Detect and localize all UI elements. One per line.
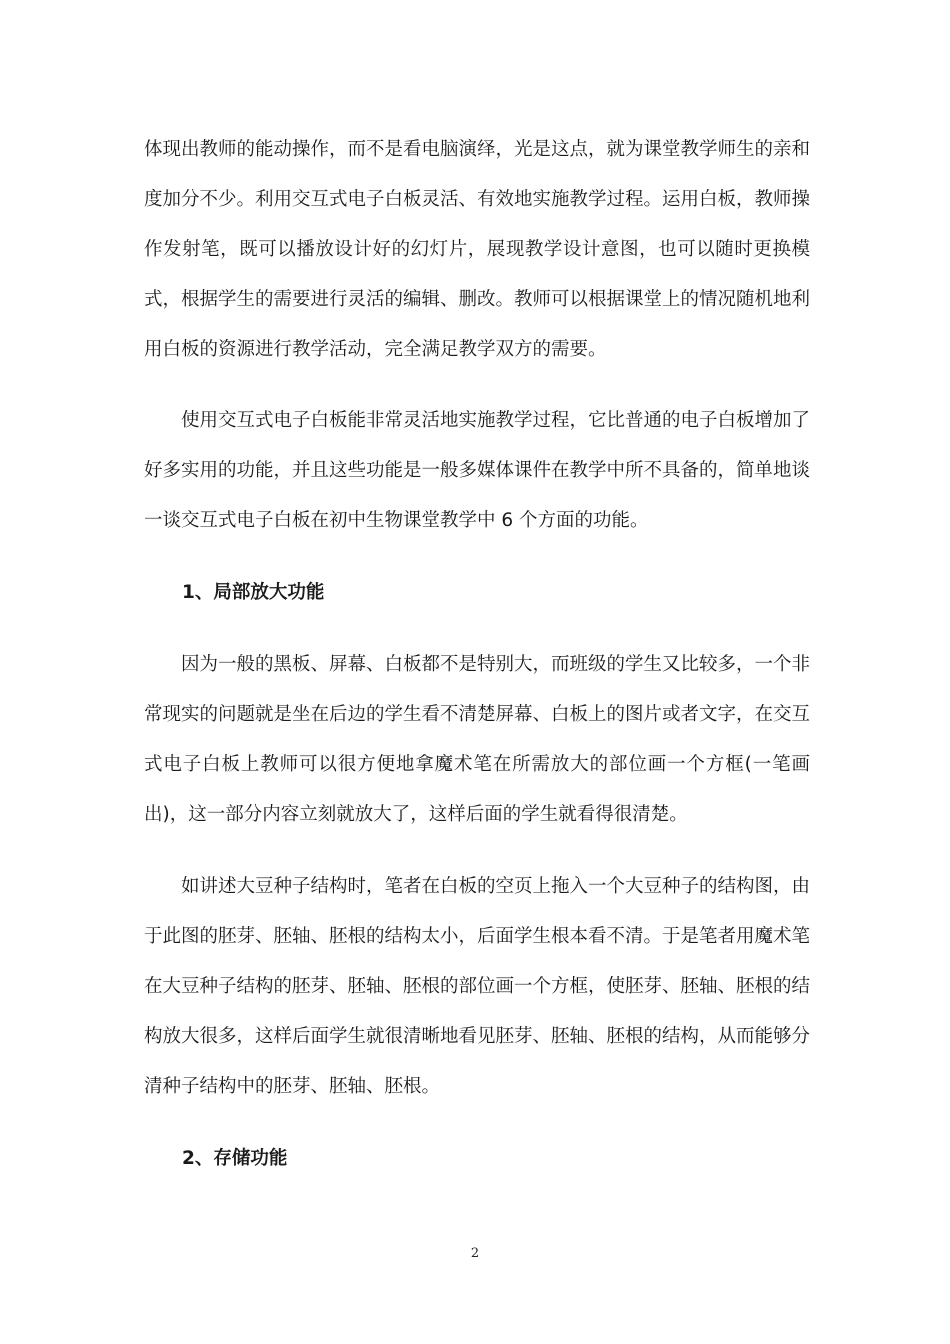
section-heading-local-zoom: 1、局部放大功能 — [182, 582, 325, 603]
section-heading-storage: 2、存储功能 — [182, 1148, 288, 1169]
paragraph-soybean-example: 如讲述大豆种子结构时，笔者在白板的空页上拖入一个大豆种子的结构图，由于此图的胚芽、胚轴、胚根的结构太小，后面学生根本看不清。于是笔者用魔术笔在大豆种子结构的胚芽、胚轴、胚根的部位画一个方框，使胚芽、胚轴、胚根的结构放大很多，这样后面学生就很清晰地看见胚芽、胚轴、胚根的结构，从而能够分清种子结构中的胚芽、胚轴、胚根。 — [144, 876, 811, 1097]
page-number: 2 — [470, 1246, 480, 1261]
paragraph-intro-functions: 使用交互式电子白板能非常灵活地实施教学过程，它比普通的电子白板增加了好多实用的功能，并且这些功能是一般多媒体课件在教学中所不具备的，简单地谈一谈交互式电子白板在初中生物课堂教学中 6 个方面的功能。 — [144, 410, 811, 531]
paragraph-continued: 体现出教师的能动操作，而不是看电脑演绎，光是这点，就为课堂教学师生的亲和度加分不少。利用交互式电子白板灵活、有效地实施教学过程。运用白板，教师操作发射笔，既可以播放设计好的幻灯片，展现教学设计意图，也可以随时更换模式，根据学生的需要进行灵活的编辑、删改。教师可以根据课堂上的情况随机地利用白板的资源进行教学活动，完全满足教学双方的需要。 — [144, 139, 811, 360]
paragraph-zoom-explanation: 因为一般的黑板、屏幕、白板都不是特别大，而班级的学生又比较多，一个非常现实的问题就是坐在后边的学生看不清楚屏幕、白板上的图片或者文字，在交互式电子白板上教师可以很方便地拿魔术笔在所需放大的部位画一个方框(一笔画出)，这一部分内容立刻就放大了，这样后面的学生就看得很清楚。 — [144, 654, 811, 825]
